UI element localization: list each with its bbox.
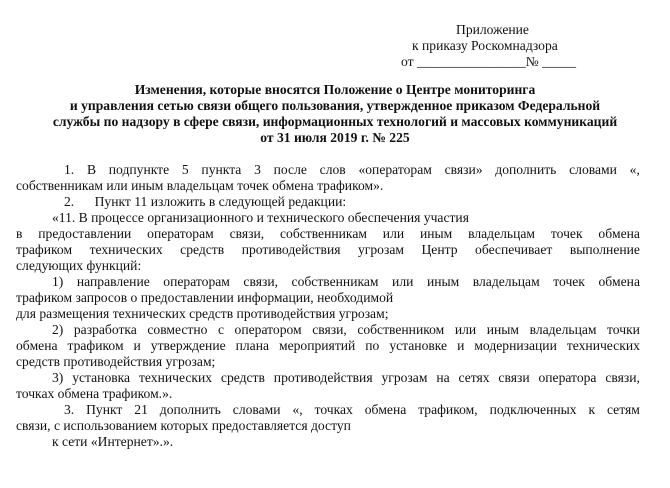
body-line-11: 2) разработка совместно с оператором связи, собственником или иным владельцам точки <box>52 322 640 337</box>
body-line-16: 3. Пункт 21 дополнить словами «, точках обмена трафиком, подключенных к сетям <box>64 402 640 417</box>
body-line-9: трафиком запросов о предоставлении информации, необходимой <box>16 290 394 305</box>
body-line-12: обмена трафиком и утверждение плана мероприятий по установке и модернизации технических <box>16 338 640 353</box>
title-line-2: и управления сетью связи общего пользования, утвержденное приказом Федеральной <box>69 98 601 113</box>
body-line-2: собственникам или иным владельцам точек обмена трафиком». <box>16 178 384 193</box>
body-line-10: для размещения технических средств противодействия угрозам; <box>16 306 389 321</box>
body-line-18: к сети «Интернет».». <box>52 434 174 449</box>
body-line-17: связи, с использованием которых предоставляется доступ <box>16 418 351 433</box>
body-line-5: в предоставлении операторам связи, собственникам или иным владельцам точек обмена <box>16 226 640 241</box>
header-line-2: к приказу Роскомнадзора <box>412 38 558 53</box>
body-line-4: «11. В процессе организационного и технического обеспечения участия <box>52 210 469 225</box>
body-line-15: точках обмена трафиком.». <box>16 386 173 401</box>
title-line-3: службы по надзору в сфере связи, информационных технологий и массовых коммуникаций <box>52 114 618 129</box>
body-line-7: следующих функций: <box>16 258 142 273</box>
title-line-1: Изменения, которые вносятся Положение о Центре мониторинга <box>134 82 536 97</box>
body-line-3: 2. Пункт 11 изложить в следующей редакции: <box>64 194 347 209</box>
body-line-14: 3) установка технических средств противодействия угрозам на сетях связи оператора связи, <box>52 370 640 385</box>
header-line-3: от ________________№ _____ <box>401 54 577 69</box>
header-line-1: Приложение <box>456 22 529 37</box>
body-line-13: средств противодействия угрозам; <box>16 354 216 369</box>
body-line-8: 1) направление операторам связи, собственникам или иным владельцам точек обмена <box>52 274 640 289</box>
body-line-6: трафиком технических средств противодействия угрозам Центр обеспечивает выполнение <box>16 242 640 257</box>
body-line-1: 1. В подпункте 5 пункта 3 после слов «операторам связи» дополнить словами «, <box>64 162 640 177</box>
title-line-4: от 31 июля 2019 г. № 225 <box>260 130 410 145</box>
